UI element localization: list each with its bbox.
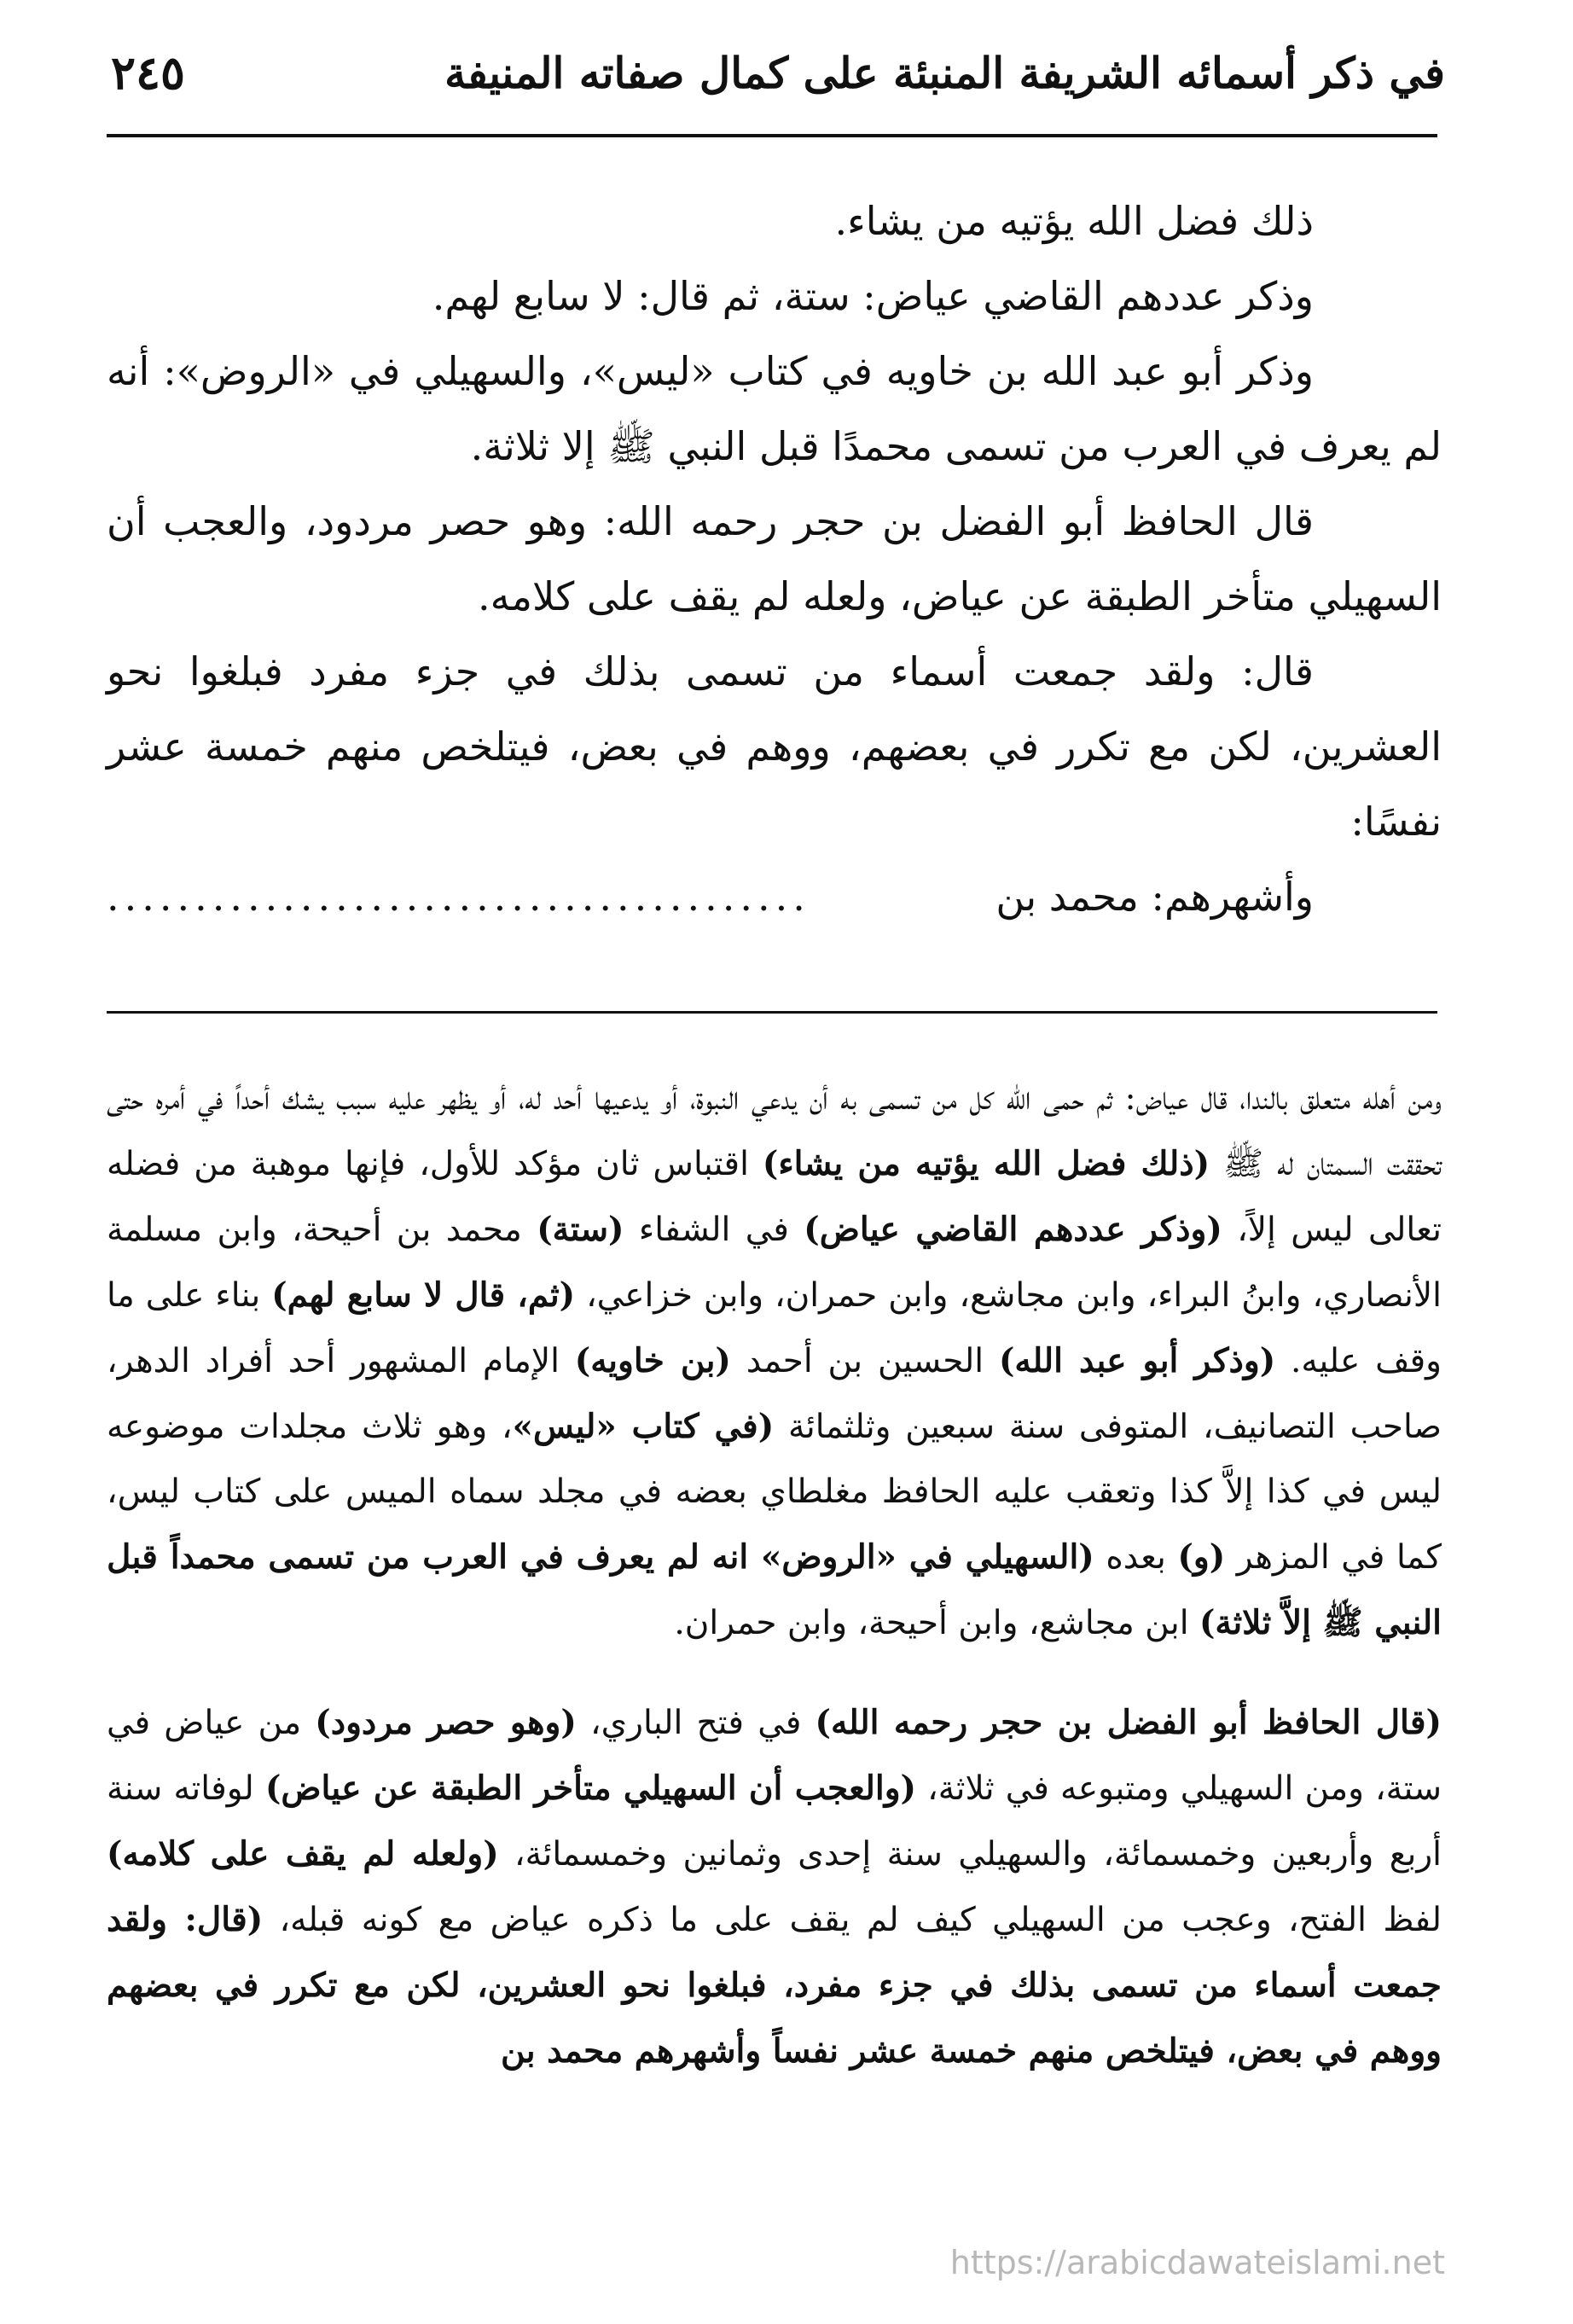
commentary-segment: في فتح الباري، (576, 1704, 816, 1742)
commentary-quote: (وذكر أبو عبد الله) (998, 1341, 1276, 1380)
page-header (111, 34, 1445, 111)
watermark-url: https://arabicdawateislami.net (949, 2244, 1445, 2281)
commentary-segment: لفظ الفتح، وعجب من السهيلي كيف لم يقف على ما ذكره عياض مع كونه قبله، (263, 1901, 1442, 1939)
commentary-quote: (ستة) (537, 1210, 624, 1249)
commentary-segment: من عياض في ستة، ومن السهيلي ومتبوعه في ثلاثة، (107, 1704, 1442, 1808)
commentary-quote: (بن خاويه) (574, 1341, 731, 1380)
main-paragraph-3: وذكر أبو عبد الله بن خاويه في كتاب «ليس»، والسهيلي في «الروض»: أنه لم يعرف في العرب من تسمى محمدًا قبل النبي ﷺ إلا ثلاثة. (107, 348, 1442, 469)
commentary-segment: الإمام المشهور أحد أفراد الدهر، صاحب التصانيف، المتوفى سنة سبعين وثلثمائة (107, 1342, 1442, 1446)
commentary-rule (107, 1011, 1437, 1014)
commentary-segment: بعده (1094, 1538, 1178, 1577)
commentary-quote: (السهيلي في «الروض» انه لم يعرف في العرب من تسمى محمداً قبل النبي ﷺ إلاَّ ثلاثة) (107, 1537, 1442, 1642)
main-paragraph-5: قال: ولقد جمعت أسماء من تسمى بذلك في جزء مفرد فبلغوا نحو العشرين، لكن مع تكرر في بعضهم، ووهم في بعض، فيتلخص منهم خمسة عشر نفسًا: (107, 648, 1442, 845)
commentary-quote: (وهو حصر مردود) (315, 1703, 577, 1742)
main-paragraph-4: قال الحافظ أبو الفضل بن حجر رحمه الله: وهو حصر مردود، والعجب أن السهيلي متأخر الطبقة عن عياض، ولعله لم يقف على كلامه. (107, 498, 1442, 619)
main-paragraph-6 (107, 859, 1442, 934)
commentary-quote: (والعجب أن السهيلي متأخر الطبقة عن عياض) (264, 1769, 916, 1808)
header-rule (107, 134, 1437, 137)
commentary-paragraph-1 (107, 1066, 1442, 1656)
commentary-quote: (و) (1177, 1537, 1226, 1577)
commentary-paragraph-2 (107, 1690, 1442, 2084)
commentary-quote: (وذكر عددهم القاضي عياض) (804, 1210, 1222, 1249)
commentary-segment: في الشفاء (624, 1211, 804, 1249)
commentary-segment: محمد بن أحيحة، وابن مسلمة الأنصاري، وابنُ البراء، وابن مجاشع، وابن حمران، وابن خزاعي، (107, 1211, 1442, 1315)
main-text (107, 183, 1442, 934)
main-paragraph-1: ذلك فضل الله يؤتيه من يشاء. (834, 198, 1314, 244)
commentary-segment: بناء على ما وقف عليه. (107, 1276, 1442, 1380)
commentary-segment: ابن مجاشع، وابن أحيحة، وابن حمران. (674, 1604, 1199, 1642)
page-number: ٢٤٥ (111, 45, 186, 100)
main-paragraph-2: وذكر عددهم القاضي عياض: ستة، ثم قال: لا سابع لهم. (432, 273, 1314, 319)
ellipsis-dots: ........................................ (107, 874, 810, 920)
commentary-segment: الحسين بن أحمد (730, 1342, 999, 1380)
commentary-quote: (قال الحافظ أبو الفضل بن حجر رحمه الله) (815, 1703, 1442, 1742)
commentary-quote: (ثم، قال لا سابع لهم) (271, 1275, 576, 1315)
commentary-text (107, 1066, 1442, 2084)
commentary-segment: لوفاته سنة أربع وأربعين وخمسمائة، والسهيلي سنة إحدى وثمانين وخمسمائة، (107, 1769, 1442, 1874)
commentary-quote: (ذلك فضل الله يؤتيه من يشاء) (762, 1144, 1210, 1183)
commentary-segment: اقتباس ثان مؤكد للأول، فإنها موهبة من فضله تعالى ليس إلاً، (107, 1145, 1442, 1249)
commentary-quote: (قال: ولقد جمعت أسماء من تسمى بذلك في جزء مفرد، فبلغوا نحو العشرين، لكن مع تكرر في بعضهم ووهم في بعض، فيتلخص منهم خمسة عشر نفساً وأشهرهم محمد بن (107, 1900, 1442, 2071)
running-title: في ذكر أسمائه الشريفة المنبئة على كمال صفاته المنيفة (444, 47, 1445, 98)
commentary-segment: ومن أهله متعلق بالندا، قال عياض: ثم حمى الله كل من تسمى به أن يدعي النبوة، أو يدعيها أحد له، أو يظهر عليه سبب يشك أحداً في أمره حتى تحققت السمتان له ﷺ (107, 1079, 1442, 1183)
main-paragraph-6-text: وأشهرهم: محمد بن (995, 874, 1314, 920)
commentary-quote: (في كتاب «ليس» (512, 1407, 775, 1446)
commentary-quote: (ولعله لم يقف على كلامه) (107, 1834, 499, 1874)
commentary-segment: ، وهو ثلاث مجلدات موضوعه ليس في كذا إلاَّ كذا وتعقب عليه الحافظ مغلطاي بعضه في مجلد سماه الميس على كتاب ليس، كما في المزهر (107, 1408, 1442, 1577)
